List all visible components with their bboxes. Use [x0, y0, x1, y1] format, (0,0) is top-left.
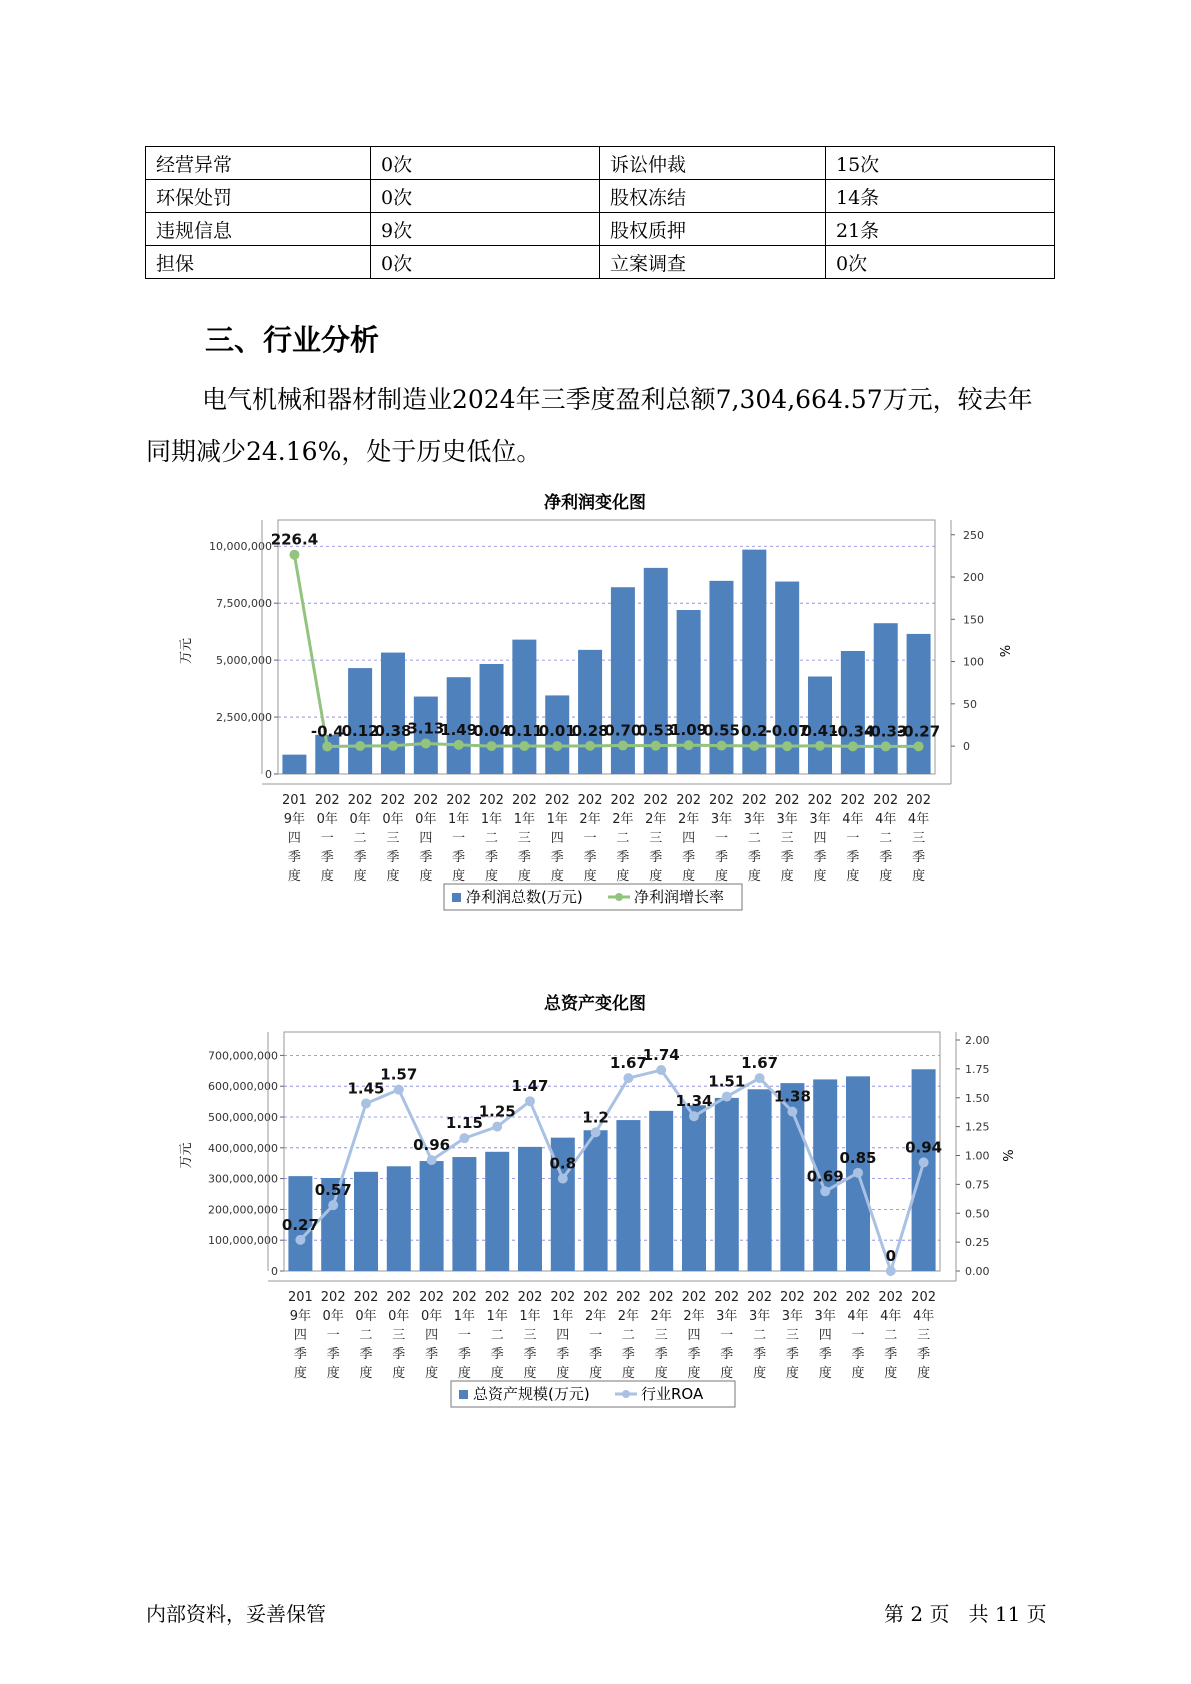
data-label: -0.07 [765, 722, 809, 741]
line-point [848, 741, 858, 751]
data-label: 1.2 [582, 1108, 609, 1127]
line-point [289, 550, 299, 560]
line-point [787, 1107, 797, 1117]
x-tick-label: 202 3年一季度 [714, 1290, 740, 1381]
x-tick-label: 202 1年三季度 [517, 1290, 543, 1381]
data-label: 1.47 [511, 1077, 549, 1096]
net-profit-chart [0, 488, 1191, 948]
x-tick-label: 202 0年四季度 [413, 793, 439, 884]
bar [742, 550, 766, 774]
line-point [519, 741, 529, 751]
line-point [454, 740, 464, 750]
line-point [552, 741, 562, 751]
x-tick-label: 202 2年二季度 [610, 793, 636, 884]
x-tick-label: 202 3年一季度 [709, 793, 734, 884]
legend-line-label: 行业ROA [641, 1385, 704, 1403]
row-label: 股权质押 [600, 213, 826, 246]
y2-tick-label: 0.25 [965, 1236, 990, 1250]
line-point [853, 1168, 863, 1178]
line-point [322, 741, 332, 751]
data-label: 0.28 [571, 721, 609, 740]
bar [715, 1098, 739, 1271]
line-point [749, 741, 759, 751]
table-row [146, 180, 1055, 213]
legend-bar-swatch [459, 1390, 468, 1399]
data-label: 0 [885, 1247, 897, 1265]
y-tick-label: 100,000,000 [208, 1234, 278, 1248]
total-assets-chart-svg [0, 985, 1191, 1445]
total-assets-chart [0, 985, 1191, 1445]
data-label: 1.34 [675, 1092, 713, 1111]
y-tick-label: 500,000,000 [208, 1111, 278, 1124]
data-label: 226.4 [270, 530, 319, 549]
data-label: 1.38 [773, 1087, 811, 1106]
x-tick-label: 202 0年二季度 [353, 1290, 379, 1381]
bar [387, 1166, 411, 1271]
data-label: 0.94 [905, 1138, 943, 1157]
bar [518, 1147, 542, 1271]
line-point [361, 1099, 371, 1109]
data-label: 0.85 [839, 1148, 877, 1167]
data-label: 0.96 [413, 1136, 451, 1155]
x-tick-label: 202 3年二季度 [747, 1290, 773, 1381]
row-label: 环保处罚 [146, 180, 371, 213]
line-point [623, 1073, 633, 1083]
x-tick-label: 202 2年一季度 [577, 793, 603, 884]
x-tick-label: 202 4年二季度 [873, 793, 899, 884]
y-tick-label: 5,000,000 [216, 654, 272, 668]
x-tick-label: 201 9年四季度 [282, 793, 307, 884]
data-label: 3.13 [407, 719, 445, 738]
x-tick-label: 202 1年四季度 [544, 793, 570, 884]
line-point [755, 1073, 765, 1083]
table-row [146, 213, 1055, 246]
line-point [914, 741, 924, 751]
data-label: 1.49 [440, 720, 478, 739]
data-label: -0.33 [864, 722, 908, 741]
row-value: 15次 [826, 147, 1055, 180]
bar [649, 1111, 673, 1271]
table-row [146, 246, 1055, 279]
bar [578, 650, 602, 774]
data-label: 0.70 [604, 721, 642, 740]
x-tick-label: 202 4年一季度 [840, 793, 866, 884]
y2-tick-label: 150 [963, 613, 984, 627]
x-tick-label: 202 1年二季度 [484, 1290, 510, 1381]
risk-summary-table [145, 146, 1055, 279]
bar [682, 1105, 706, 1271]
x-tick-label: 202 2年三季度 [643, 793, 669, 884]
y-tick-label: 7,500,000 [216, 597, 272, 611]
y2-tick-label: 1.75 [965, 1062, 990, 1076]
bar [282, 755, 306, 774]
row-value: 0次 [371, 180, 600, 213]
data-label: 0.57 [314, 1181, 352, 1200]
row-value: 0次 [371, 246, 600, 279]
legend-line-label: 净利润增长率 [634, 888, 725, 906]
y-axis-label: 万元 [179, 1142, 194, 1169]
y2-axis-label: % [996, 644, 1011, 658]
table-row [146, 147, 1055, 180]
data-label: 0.27 [281, 1215, 319, 1234]
y-tick-label: 700,000,000 [208, 1049, 278, 1063]
x-tick-label: 202 1年一季度 [446, 793, 472, 884]
legend-bar-label: 净利润总数(万元) [466, 888, 583, 906]
row-value: 21条 [826, 213, 1055, 246]
bar [485, 1152, 509, 1271]
data-label: 1.74 [642, 1046, 680, 1065]
row-value: 14条 [826, 180, 1055, 213]
line-point [881, 741, 891, 751]
x-tick-label: 202 3年四季度 [812, 1290, 838, 1381]
row-label: 诉讼仲裁 [600, 147, 826, 180]
line-point [684, 740, 694, 750]
data-label: 1.09 [670, 721, 708, 740]
bar [381, 653, 405, 774]
line-point [427, 1155, 437, 1165]
x-tick-label: 202 1年一季度 [451, 1290, 477, 1381]
bar [912, 1069, 936, 1271]
data-label: 0.38 [374, 721, 412, 740]
x-tick-label: 202 3年四季度 [807, 793, 833, 884]
x-tick-label: 202 4年三季度 [906, 793, 931, 884]
data-label: 1.51 [708, 1072, 746, 1091]
bar [748, 1089, 772, 1271]
line-point [388, 741, 398, 751]
y-tick-label: 0 [265, 768, 272, 781]
line-point [295, 1235, 305, 1245]
y-tick-label: 10,000,000 [209, 540, 272, 554]
line-point [886, 1266, 896, 1276]
line-point [618, 741, 628, 751]
y2-tick-label: 0.00 [965, 1265, 990, 1278]
data-label: 1.25 [478, 1102, 516, 1121]
line-point [355, 741, 365, 751]
line-point [782, 741, 792, 751]
y-tick-label: 400,000,000 [208, 1141, 278, 1155]
row-label: 担保 [146, 246, 371, 279]
chart-title: 净利润变化图 [544, 493, 646, 513]
line-point [919, 1157, 929, 1167]
data-label: 0.11 [505, 722, 543, 741]
section-title: 三、行业分析 [205, 323, 380, 357]
bar [420, 1161, 444, 1271]
x-tick-label: 202 1年三季度 [511, 793, 537, 884]
legend-line-marker [615, 893, 623, 901]
legend-line-marker [622, 1390, 630, 1398]
line-point [820, 1186, 830, 1196]
bar [480, 664, 504, 774]
y-tick-label: 200,000,000 [208, 1203, 278, 1217]
footer-confidential-note: 内部资料，妥善保管 [146, 1602, 326, 1626]
y-tick-label: 2,500,000 [216, 711, 272, 725]
row-value: 0次 [371, 147, 600, 180]
x-tick-label: 202 4年三季度 [911, 1290, 937, 1381]
y2-tick-label: 1.00 [965, 1149, 990, 1163]
x-tick-label: 202 3年三季度 [774, 793, 800, 884]
x-tick-label: 202 2年一季度 [583, 1290, 609, 1381]
y2-tick-label: 0.75 [965, 1178, 990, 1192]
x-tick-label: 202 2年四季度 [676, 793, 702, 884]
legend-bar-label: 总资产规模(万元) [473, 1385, 590, 1403]
data-label: 0.04 [473, 722, 511, 741]
line-point [558, 1174, 568, 1184]
footer-page-number: 第 2 页 共 11 页 [884, 1602, 1047, 1626]
y-tick-label: 300,000,000 [208, 1172, 278, 1186]
y2-axis-label: % [999, 1149, 1014, 1162]
line-point [421, 738, 431, 748]
x-tick-label: 202 2年四季度 [681, 1290, 707, 1381]
line-point [716, 741, 726, 751]
row-label: 股权冻结 [600, 180, 826, 213]
data-label: 1.57 [380, 1065, 418, 1084]
line-point [815, 741, 825, 751]
row-label: 违规信息 [146, 213, 371, 246]
line-point [328, 1200, 338, 1210]
y-tick-label: 600,000,000 [208, 1080, 278, 1094]
bar [512, 640, 536, 774]
line-point [722, 1092, 732, 1102]
x-tick-label: 202 3年三季度 [779, 1290, 805, 1381]
data-label: -0.27 [896, 722, 941, 741]
y2-tick-label: 100 [963, 655, 984, 669]
row-label: 经营异常 [146, 147, 371, 180]
x-tick-label: 202 1年二季度 [479, 793, 504, 884]
data-label: 1.67 [741, 1054, 779, 1073]
x-tick-label: 202 0年三季度 [386, 1290, 412, 1381]
data-label: -0.34 [831, 722, 875, 741]
x-tick-label: 202 0年四季度 [419, 1290, 445, 1381]
bar [584, 1130, 608, 1271]
y2-tick-label: 250 [963, 528, 984, 542]
data-label: 1.15 [445, 1114, 483, 1133]
y2-tick-label: 200 [963, 571, 984, 585]
x-tick-label: 202 1年四季度 [550, 1290, 576, 1381]
line-point [689, 1111, 699, 1121]
line-point [591, 1127, 601, 1137]
net-profit-chart-svg [0, 488, 1191, 948]
data-label: 0.41 [801, 721, 839, 740]
data-label: 0.2 [741, 721, 768, 740]
row-value: 9次 [371, 213, 600, 246]
data-label: 0.69 [806, 1167, 844, 1186]
bar [354, 1172, 378, 1271]
y-tick-label: 0 [271, 1265, 278, 1278]
y2-tick-label: 1.25 [965, 1120, 990, 1134]
data-label: 0.01 [538, 722, 576, 741]
x-tick-label: 202 4年二季度 [878, 1290, 904, 1381]
data-label: 1.45 [347, 1079, 385, 1098]
data-label: 0.12 [341, 722, 379, 741]
line-point [651, 741, 661, 751]
bar [616, 1120, 640, 1271]
x-tick-label: 202 0年一季度 [320, 1290, 346, 1381]
x-tick-label: 202 0年一季度 [314, 793, 340, 884]
x-tick-label: 202 3年二季度 [741, 793, 767, 884]
line-point [394, 1085, 404, 1095]
bar [907, 634, 931, 774]
analysis-paragraph: 电气机械和器材制造业2024年三季度盈利总额7,304,664.57万元，较去年同期减少24.16%，处于历史低位。 [146, 385, 1033, 466]
x-tick-label: 202 0年三季度 [380, 793, 406, 884]
line-point [487, 741, 497, 751]
row-value: 0次 [826, 246, 1055, 279]
x-tick-label: 202 0年二季度 [347, 793, 373, 884]
data-label: 0.53 [637, 721, 675, 740]
y2-tick-label: 0.50 [965, 1207, 990, 1221]
legend-bar-swatch [452, 893, 461, 902]
data-label: 0.8 [549, 1154, 577, 1173]
chart-title: 总资产变化图 [544, 994, 646, 1014]
x-tick-label: 202 2年三季度 [648, 1290, 674, 1381]
x-tick-label: 202 4年一季度 [845, 1290, 871, 1381]
y2-tick-label: 0 [963, 740, 970, 754]
bar [841, 651, 865, 774]
y2-tick-label: 2.00 [965, 1034, 990, 1047]
y2-tick-label: 1.50 [965, 1091, 990, 1105]
line-point [525, 1096, 535, 1106]
bar [452, 1157, 476, 1271]
line-point [656, 1065, 666, 1075]
data-label: 0.55 [702, 721, 740, 740]
line-point [585, 741, 595, 751]
y2-tick-label: 50 [963, 697, 977, 711]
line-point [492, 1122, 502, 1132]
data-label: -0.4 [310, 722, 344, 741]
x-tick-label: 202 2年二季度 [615, 1290, 641, 1381]
data-label: 1.67 [609, 1054, 647, 1073]
row-label: 立案调查 [600, 246, 826, 279]
y-axis-label: 万元 [179, 637, 194, 665]
x-tick-label: 201 9年四季度 [287, 1290, 313, 1381]
line-point [459, 1133, 469, 1143]
